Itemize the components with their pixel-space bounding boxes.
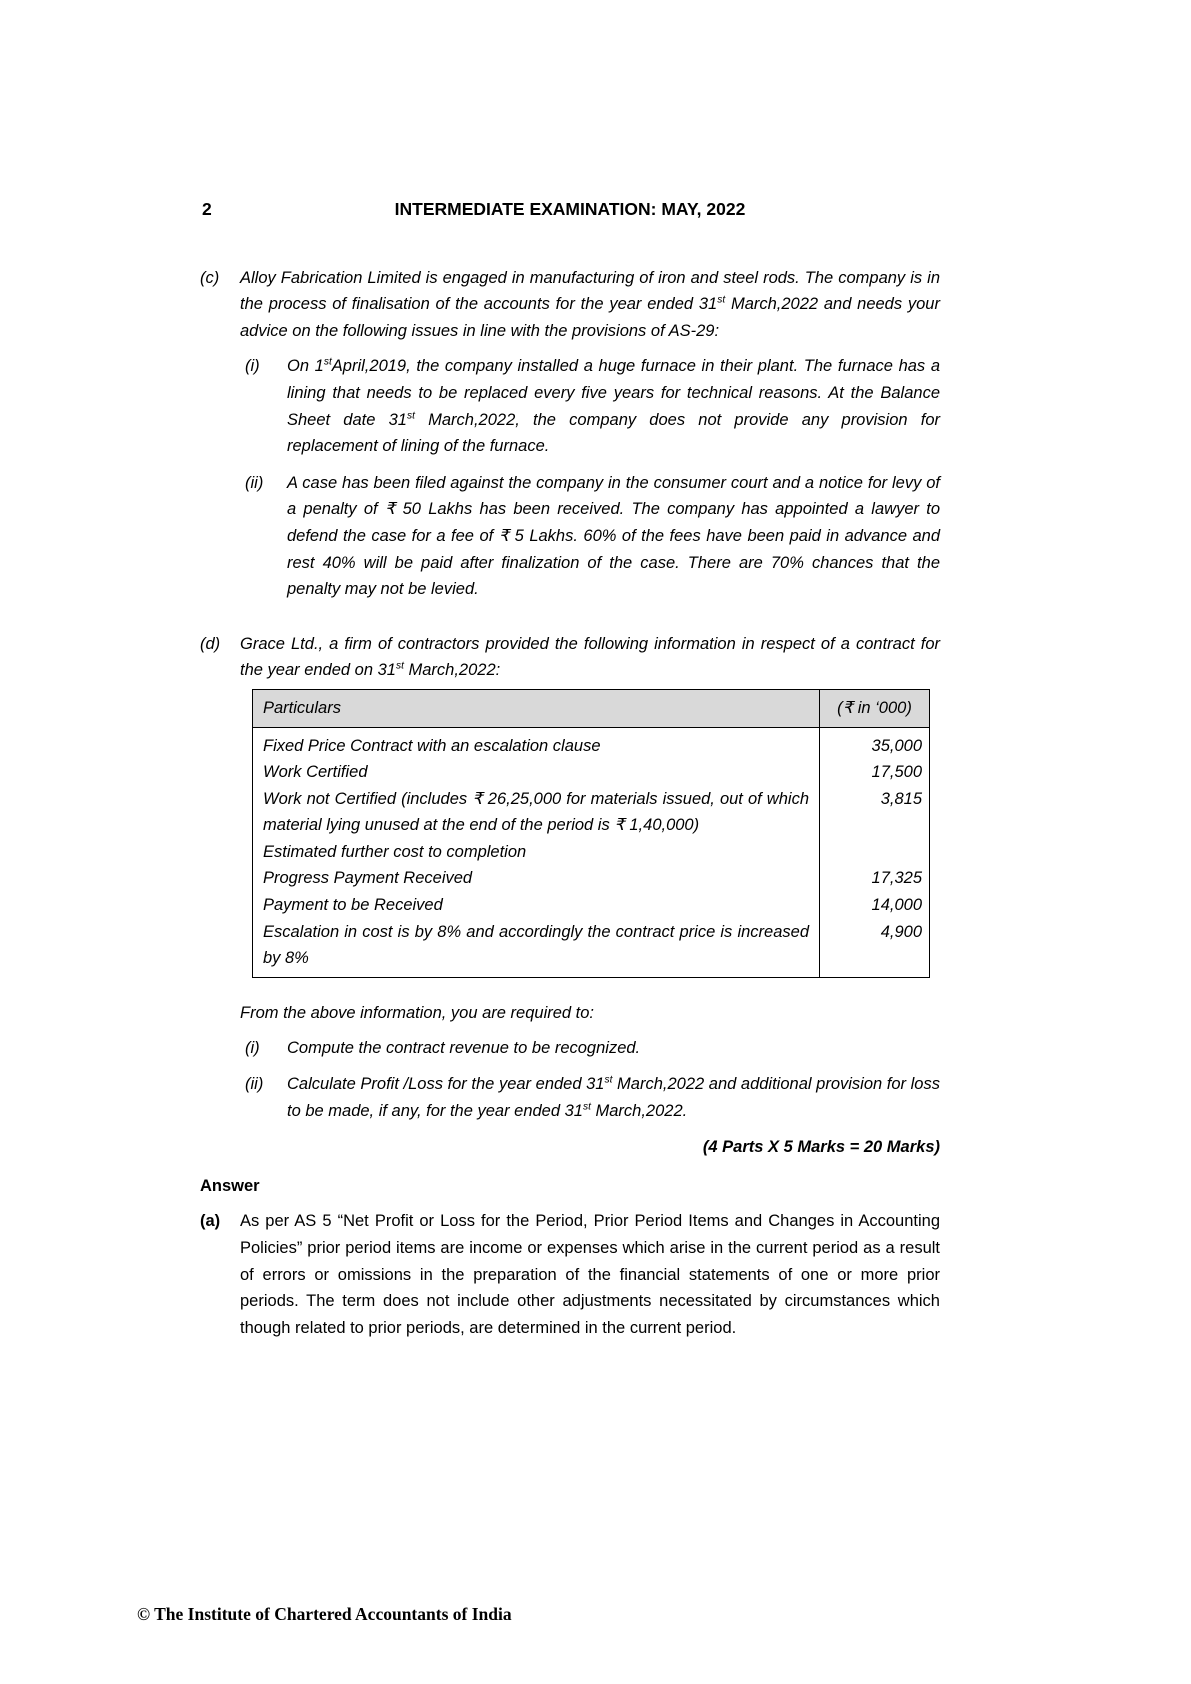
required-ii-label: (ii) [245, 1075, 264, 1094]
page-number: 2 [202, 199, 212, 219]
item-i-label: (i) [245, 357, 260, 376]
table-cell-particulars: Work Certified [263, 763, 368, 782]
required-ii-text-segment: March,2022 and additional provision for loss to be made, if any, for the year ended 31 [287, 1075, 940, 1120]
question-c-intro-text: March,2022 and needs your advice on the following issues in line with the provisions of AS-29: [240, 295, 940, 340]
item-i-text-segment: On 1 [287, 357, 324, 376]
required-item-i [245, 1035, 940, 1062]
table-row [253, 892, 930, 919]
contract-table-container [252, 689, 930, 978]
table-cell-amount: 3,815 [820, 786, 930, 839]
question-c-item-i [245, 353, 940, 459]
header-title: INTERMEDIATE EXAMINATION: MAY, 2022 [394, 199, 746, 219]
item-i-text-segment: April,2019, the company installed a huge furnace in their plant. The furnace has a lining that needs to be replaced every five years for technical reasons. At the Balance Sheet date 31 [287, 357, 940, 429]
contract-table [252, 689, 930, 978]
required-item-ii [245, 1071, 940, 1124]
question-c [200, 265, 940, 345]
table-row [253, 839, 930, 866]
question-d [200, 631, 940, 684]
required-i-text: Compute the contract revenue to be recognized. [287, 1039, 641, 1058]
page-content [200, 196, 940, 1341]
table-row [253, 727, 930, 759]
table-row [253, 865, 930, 892]
ordinal-superscript: st [323, 356, 332, 368]
item-ii-label: (ii) [245, 473, 264, 492]
answer-a [200, 1208, 940, 1341]
table-header-row [253, 689, 930, 727]
required-ii-text-segment: Calculate Profit /Loss for the year ended 31 [287, 1075, 605, 1094]
question-d-intro [240, 631, 940, 684]
ordinal-superscript: st [582, 1101, 591, 1113]
question-c-intro [240, 265, 940, 345]
ordinal-superscript: st [604, 1074, 613, 1086]
item-ii-text: A case has been filed against the company in the consumer court and a notice for levy of a penalty of ₹ 50 Lakhs has been received. The company has appointed a lawyer to defend the case for a fee of ₹ 5 Lakhs. 60% of the fees have been paid in advance and rest 40% will be paid after finalization of the case. There are 70% chances that the penalty may not be levied. [287, 473, 940, 599]
table-header-particulars: Particulars [253, 689, 820, 727]
table-cell-particulars: Work not Certified (includes ₹ 26,25,000 for materials issued, out of which material lying unused at the end of the period is ₹ 1,40,000) [263, 789, 809, 835]
table-cell-amount: 17,500 [820, 759, 930, 786]
table-cell-particulars: Payment to be Received [263, 896, 443, 915]
footer-copyright: © The Institute of Chartered Accountants of India [137, 1604, 512, 1624]
table-header-amount: (₹ in ‘000) [820, 689, 930, 727]
answer-heading: Answer [200, 1176, 260, 1195]
table-row [253, 919, 930, 978]
table-cell-amount [820, 839, 930, 866]
table-cell-particulars: Estimated further cost to completion [263, 842, 527, 861]
required-i-label: (i) [245, 1039, 260, 1058]
table-cell-particulars: Escalation in cost is by 8% and accordingly the contract price is increased by 8% [263, 922, 809, 968]
question-d-label: (d) [200, 634, 221, 653]
question-c-label: (c) [200, 268, 220, 287]
table-row [253, 759, 930, 786]
table-cell-particulars: Fixed Price Contract with an escalation clause [263, 736, 601, 755]
marks-line: (4 Parts X 5 Marks = 20 Marks) [702, 1138, 940, 1157]
table-row [253, 786, 930, 839]
required-ii-text [287, 1071, 940, 1124]
item-i-text-segment: March,2022, the company does not provide any provision for replacement of lining of the furnace. [287, 410, 940, 456]
ordinal-superscript: st [717, 294, 726, 306]
page-header [200, 196, 940, 223]
required-ii-text-segment: March,2022. [590, 1101, 688, 1120]
question-c-intro-text: Alloy Fabrication Limited is engaged in manufacturing of iron and steel rods. The company is in the process of finalisation of the accounts for the year ended 31 [240, 268, 940, 314]
answer-a-label: (a) [200, 1212, 221, 1231]
table-cell-particulars: Progress Payment Received [263, 869, 473, 888]
question-c-item-ii [245, 470, 940, 603]
ordinal-superscript: st [406, 410, 415, 422]
question-d-intro-text: Grace Ltd., a firm of contractors provided the following information in respect of a contract for the year ended on 31 [240, 634, 940, 680]
ordinal-superscript: st [395, 660, 404, 672]
table-cell-amount: 14,000 [820, 892, 930, 919]
item-i-text [287, 353, 940, 459]
table-cell-amount: 35,000 [820, 727, 930, 759]
question-d-intro-text: March,2022: [403, 661, 501, 680]
answer-a-text: As per AS 5 “Net Profit or Loss for the Period, Prior Period Items and Changes in Accounting Policies” prior period items are income or expenses which arise in the current period as a result of errors or omissions in the preparation of the financial statements of one or more prior periods. The term does not include other adjustments necessitated by circumstances which though related to prior periods, are determined in the current period. [240, 1212, 940, 1337]
table-cell-amount: 4,900 [820, 919, 930, 978]
table-cell-amount: 17,325 [820, 865, 930, 892]
required-intro: From the above information, you are required to: [240, 1003, 595, 1022]
